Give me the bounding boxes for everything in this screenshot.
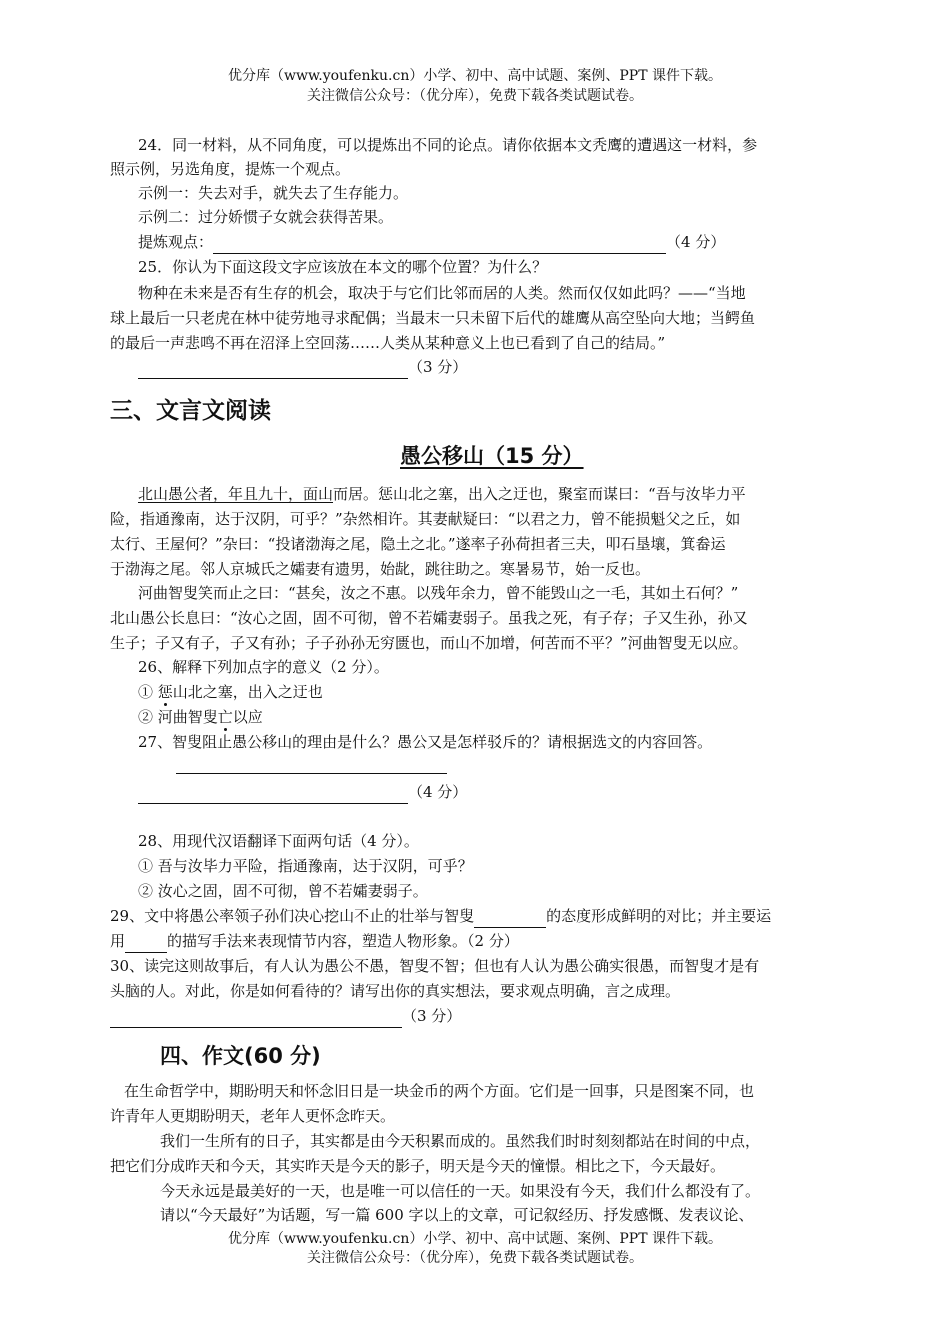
q24-answer-label: 提炼观点：: [138, 233, 214, 251]
dotted-char-wang: 亡: [217, 708, 233, 726]
essay-p3: 今天永远是最美好的一天，也是唯一可以信任的一天。如果没有今天，我们什么都没有了。: [160, 1182, 761, 1200]
q29-text-a: 29、文中将愚公率领子孙们决心挖山不止的壮举与智叟: [110, 907, 475, 925]
q27-answer-blank-2[interactable]: [138, 787, 408, 804]
q27-score: （4 分）: [408, 783, 468, 801]
q24-score: （4 分）: [666, 233, 726, 251]
essay-p1-line-2: 许青年人更期盼明天，老年人更怀念昨天。: [110, 1107, 396, 1125]
passage-p2-line-2: 北山愚公长息曰：“汝心之固，固不可彻，曾不若孀妻弱子。虽我之死，有子存；子又生孙，孙又: [110, 609, 748, 627]
essay-p2-line-1: 我们一生所有的日子，其实都是由今天积累而成的。虽然我们时时刻刻都站在时间的中点，: [160, 1132, 761, 1150]
q28-prompt: 28、用现代汉语翻译下面两句话（4 分）。: [138, 832, 419, 850]
q30-answer-blank[interactable]: [110, 1011, 402, 1028]
passage-p1-line-1-rest: 而居。惩山北之塞，出入之迂也，聚室而谋曰：“吾与汝毕力平: [333, 485, 746, 503]
q24-answer-blank[interactable]: [213, 237, 666, 254]
section-4-heading: 四、作文(60 分): [160, 1044, 321, 1068]
q29-blank-1[interactable]: [474, 911, 546, 928]
q24-line-2: 照示例，另选角度，提炼一个观点。: [110, 160, 351, 178]
essay-p1-line-1: 在生命哲学中，期盼明天和怀念旧日是一块金币的两个方面。它们是一回事，只是图案不同，也: [124, 1082, 755, 1100]
q28-sentence-1: ① 吾与汝毕力平险，指通豫南，达于汉阴，可乎？: [138, 857, 473, 875]
q24-line-1: 24．同一材料，从不同角度，可以提炼出不同的论点。请你依据本文秃鹰的遭遇这一材料，参: [138, 136, 758, 154]
essay-p4: 请以“今天最好”为话题，写一篇 600 字以上的文章，可记叙经历、抒发感慨、发表议论、: [160, 1206, 754, 1224]
q25-quote-2: 球上最后一只老虎在林中徒劳地寻求配偶；当最末一只未留下后代的雄鹰从高空坠向大地；当鳄鱼: [110, 309, 756, 327]
q24-example-2: 示例二：过分娇惯子女就会获得苦果。: [138, 208, 394, 226]
passage-title: 愚公移山（15 分）: [400, 444, 584, 468]
q26-item-1-text: 山北之塞，出入之迂也: [172, 683, 323, 701]
passage-underlined-phrase: 北山愚公者，年且九十，面山: [138, 485, 334, 503]
passage-p1-line-4: 于渤海之尾。邻人京城氏之孀妻有遗男，始龀，跳往助之。寒暑易节，始一反也。: [110, 560, 651, 578]
q27-answer-row: [138, 780, 873, 804]
q26-item-2-text-b: 以应: [232, 708, 263, 726]
q24-answer-row: [138, 230, 873, 254]
passage-p1-line-3: 太行、王屋何？”杂曰：“投诸渤海之尾，隐土之北。”遂率子孙荷担者三夫，叩石垦壤，箕畚运: [110, 535, 726, 553]
q29-line-2: [110, 929, 845, 953]
q30-line-1: 30、读完这则故事后，有人认为愚公不愚，智叟不智；但也有人认为愚公确实很愚，而智叟才是有: [110, 957, 760, 975]
q29-text-c: 用: [110, 932, 126, 950]
footer-line-1: 优分库（www.youfenku.cn）小学、初中、高中试题、案例、PPT 课件下载。: [227, 1231, 722, 1247]
header-line-2: 关注微信公众号：（优分库），免费下载各类试题试卷。: [307, 88, 643, 104]
q26-item-2-text-a: ② 河曲智叟: [138, 708, 218, 726]
passage-p1-line-1: [138, 482, 873, 506]
q26-prompt: 26、解释下列加点字的意义（2 分）。: [138, 658, 389, 676]
q26-item-2: [138, 705, 873, 729]
q27-prompt: 27、智叟阻止愚公移山的理由是什么？愚公又是怎样驳斥的？请根据选文的内容回答。: [138, 733, 713, 751]
header-line-1: 优分库（www.youfenku.cn）小学、初中、高中试题、案例、PPT 课件下载。: [227, 68, 722, 84]
q28-sentence-2: ② 汝心之固，固不可彻，曾不若孀妻弱子。: [138, 882, 428, 900]
dotted-char-cheng: 惩: [157, 683, 173, 701]
q27-answer-blank-1[interactable]: [176, 757, 447, 774]
q25-quote-3: 的最后一声悲鸣不再在沼泽上空回荡……人类从某种意义上也已看到了自己的结局。”: [110, 334, 666, 352]
passage-p2-line-1: 河曲智叟笑而止之曰：“甚矣，汝之不惠。以残年余力，曾不能毁山之一毛，其如土石何？”: [138, 584, 739, 602]
q25-answer-blank[interactable]: [138, 362, 408, 379]
q30-line-2: 头脑的人。对此，你是如何看待的？请写出你的真实想法，要求观点明确，言之成理。: [110, 982, 681, 1000]
passage-p2-line-3: 生子；子又有子，子又有孙；子子孙孙无穷匮也，而山不加增，何苦而不平？”河曲智叟无以应。: [110, 634, 748, 652]
footer-line-2: 关注微信公众号：（优分库），免费下载各类试题试卷。: [307, 1250, 643, 1266]
essay-p2-line-2: 把它们分成昨天和今天，其实昨天是今天的影子，明天是今天的憧憬。相比之下，今天最好。: [110, 1157, 726, 1175]
passage-p1-line-2: 险，指通豫南，达于汉阴，可乎？”杂然相许。其妻献疑曰：“以君之力，曾不能损魁父之丘，如: [110, 510, 741, 528]
q29-line-1: [110, 904, 845, 928]
q24-example-1: 示例一：失去对手，就失去了生存能力。: [138, 184, 409, 202]
q25-quote-1: 物种在未来是否有生存的机会，取决于与它们比邻而居的人类。然而仅仅如此吗？——“当地: [138, 284, 746, 302]
q25-line-1: 25．你认为下面这段文字应该放在本文的哪个位置？为什么？: [138, 258, 548, 276]
q26-item-1: [138, 680, 873, 704]
q29-text-b: 的态度形成鲜明的对比；并主要运: [546, 907, 772, 925]
q25-answer-row: [138, 355, 873, 379]
q29-blank-2[interactable]: [125, 936, 167, 953]
q25-score: （3 分）: [408, 358, 468, 376]
q30-score: （3 分）: [402, 1007, 462, 1025]
section-3-heading: 三、文言文阅读: [110, 398, 271, 424]
q30-answer-row: [110, 1004, 845, 1028]
q29-text-d: 的描写手法来表现情节内容，塑造人物形象。（2 分）: [167, 932, 519, 950]
q26-item-1-number: ①: [138, 683, 158, 701]
